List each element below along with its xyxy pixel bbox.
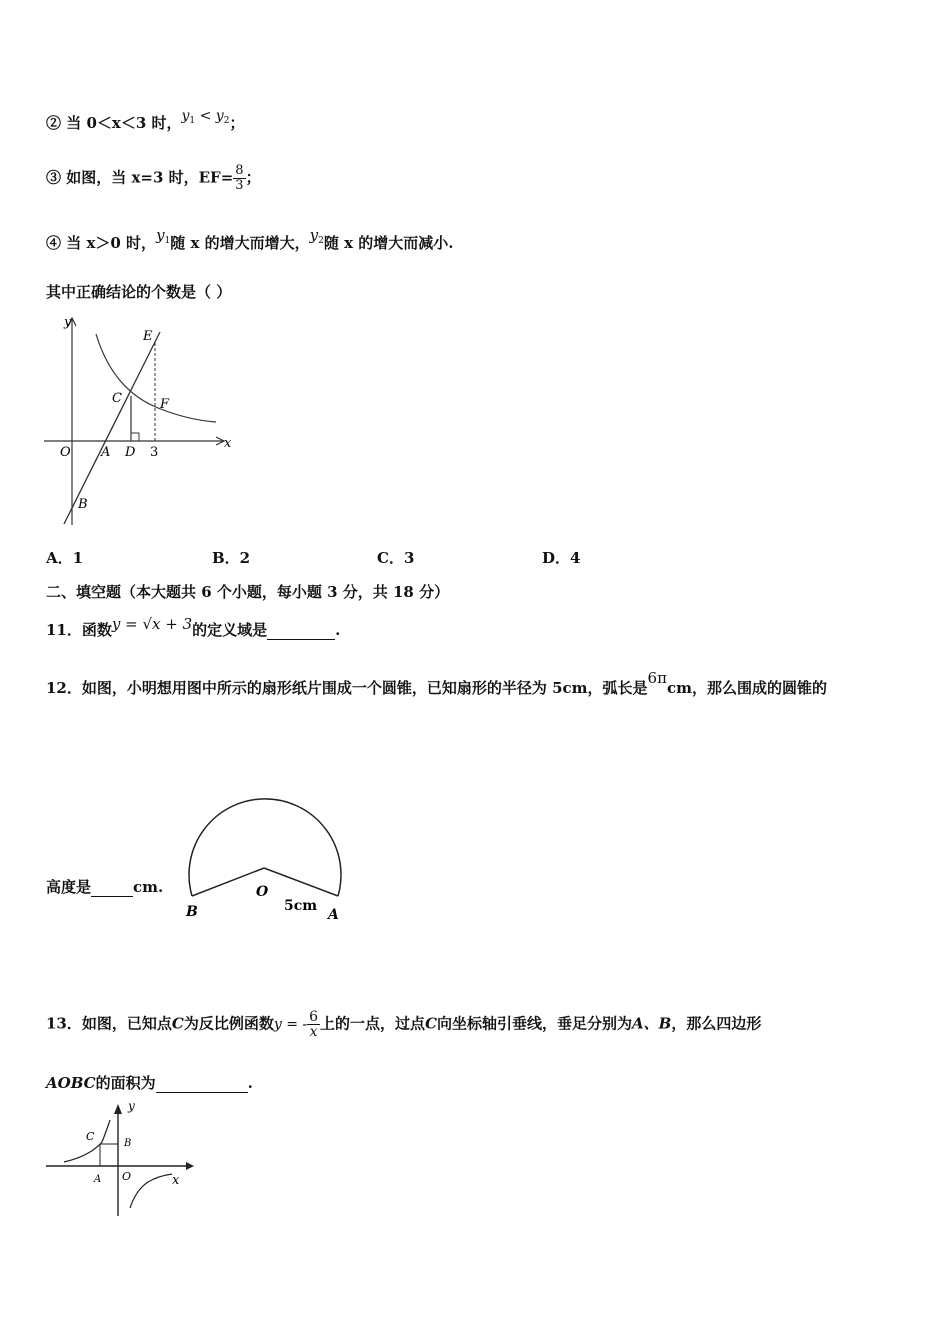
label-A: A: [94, 1174, 102, 1185]
figure-1-graph: [38, 310, 238, 528]
label-x: x: [172, 1173, 180, 1188]
label-3: 3: [150, 445, 159, 460]
answer-blank-13[interactable]: [156, 1074, 248, 1093]
statement-4: ④ 当 x＞0 时，$y_1$随 x 的增大而增大，$y_2$随 x 的增大而减小.: [46, 226, 454, 252]
label-C: C: [112, 391, 122, 406]
section-2-heading: 二、填空题（本大题共 6 个小题，每小题 3 分，共 18 分）: [46, 583, 450, 601]
option-d[interactable]: D．4: [542, 549, 581, 567]
label-x: x: [224, 436, 232, 451]
statement-3: ③ 如图，当 x=3 时，EF= $\frac{8}{3}$ ；: [46, 163, 261, 193]
label-D: D: [125, 445, 136, 460]
fraction-6-x: $\frac{6}{x}$: [309, 1009, 319, 1040]
label-E: E: [143, 329, 153, 344]
label-B: B: [186, 904, 198, 920]
label-A: A: [101, 445, 111, 460]
label-B: B: [78, 497, 88, 512]
question-13-line2: AOBC的面积为 .: [46, 1074, 253, 1092]
fraction-8-3: $\frac{8}{3}$: [235, 163, 244, 193]
question-12-line2: 高度是 cm.: [46, 878, 164, 896]
answer-blank-11[interactable]: [267, 621, 335, 640]
question-prompt: 其中正确结论的个数是（ ）: [46, 283, 232, 301]
label-B: B: [124, 1138, 132, 1149]
label-A: A: [328, 907, 339, 923]
label-y: y: [64, 315, 72, 330]
option-b[interactable]: B．2: [212, 549, 251, 567]
label-C: C: [86, 1130, 95, 1143]
figure-3-graph: [40, 1098, 200, 1222]
arc-length: 6π: [647, 669, 667, 687]
figure-2-sector: [180, 798, 360, 928]
question-11: 11．函数y = √x + 3的定义域是 .: [46, 615, 341, 639]
answer-blank-12[interactable]: [91, 878, 133, 897]
q11-expression: y = √x + 3: [111, 615, 193, 633]
label-F: F: [160, 397, 170, 412]
question-13: 13．如图，已知点C为反比例函数y = - $\frac{6}{x}$ 上的一点，过点C向坐标轴引垂线，垂足分别为A、B，那么四边形: [46, 1009, 762, 1040]
option-c[interactable]: C．3: [377, 549, 415, 567]
label-radius: 5cm: [284, 898, 318, 914]
label-O: O: [60, 445, 71, 460]
label-O: O: [122, 1170, 132, 1183]
option-a[interactable]: A．1: [46, 549, 84, 567]
label-y: y: [128, 1099, 135, 1113]
question-12: 12．如图，小明想用图中所示的扇形纸片围成一个圆锥，已知扇形的半径为 5cm，弧长是6πcm，那么围成的圆锥的: [46, 669, 827, 697]
label-O: O: [256, 884, 269, 900]
statement-2: ② 当 0＜x＜3 时，$y_1 < y_2$；: [46, 108, 245, 132]
